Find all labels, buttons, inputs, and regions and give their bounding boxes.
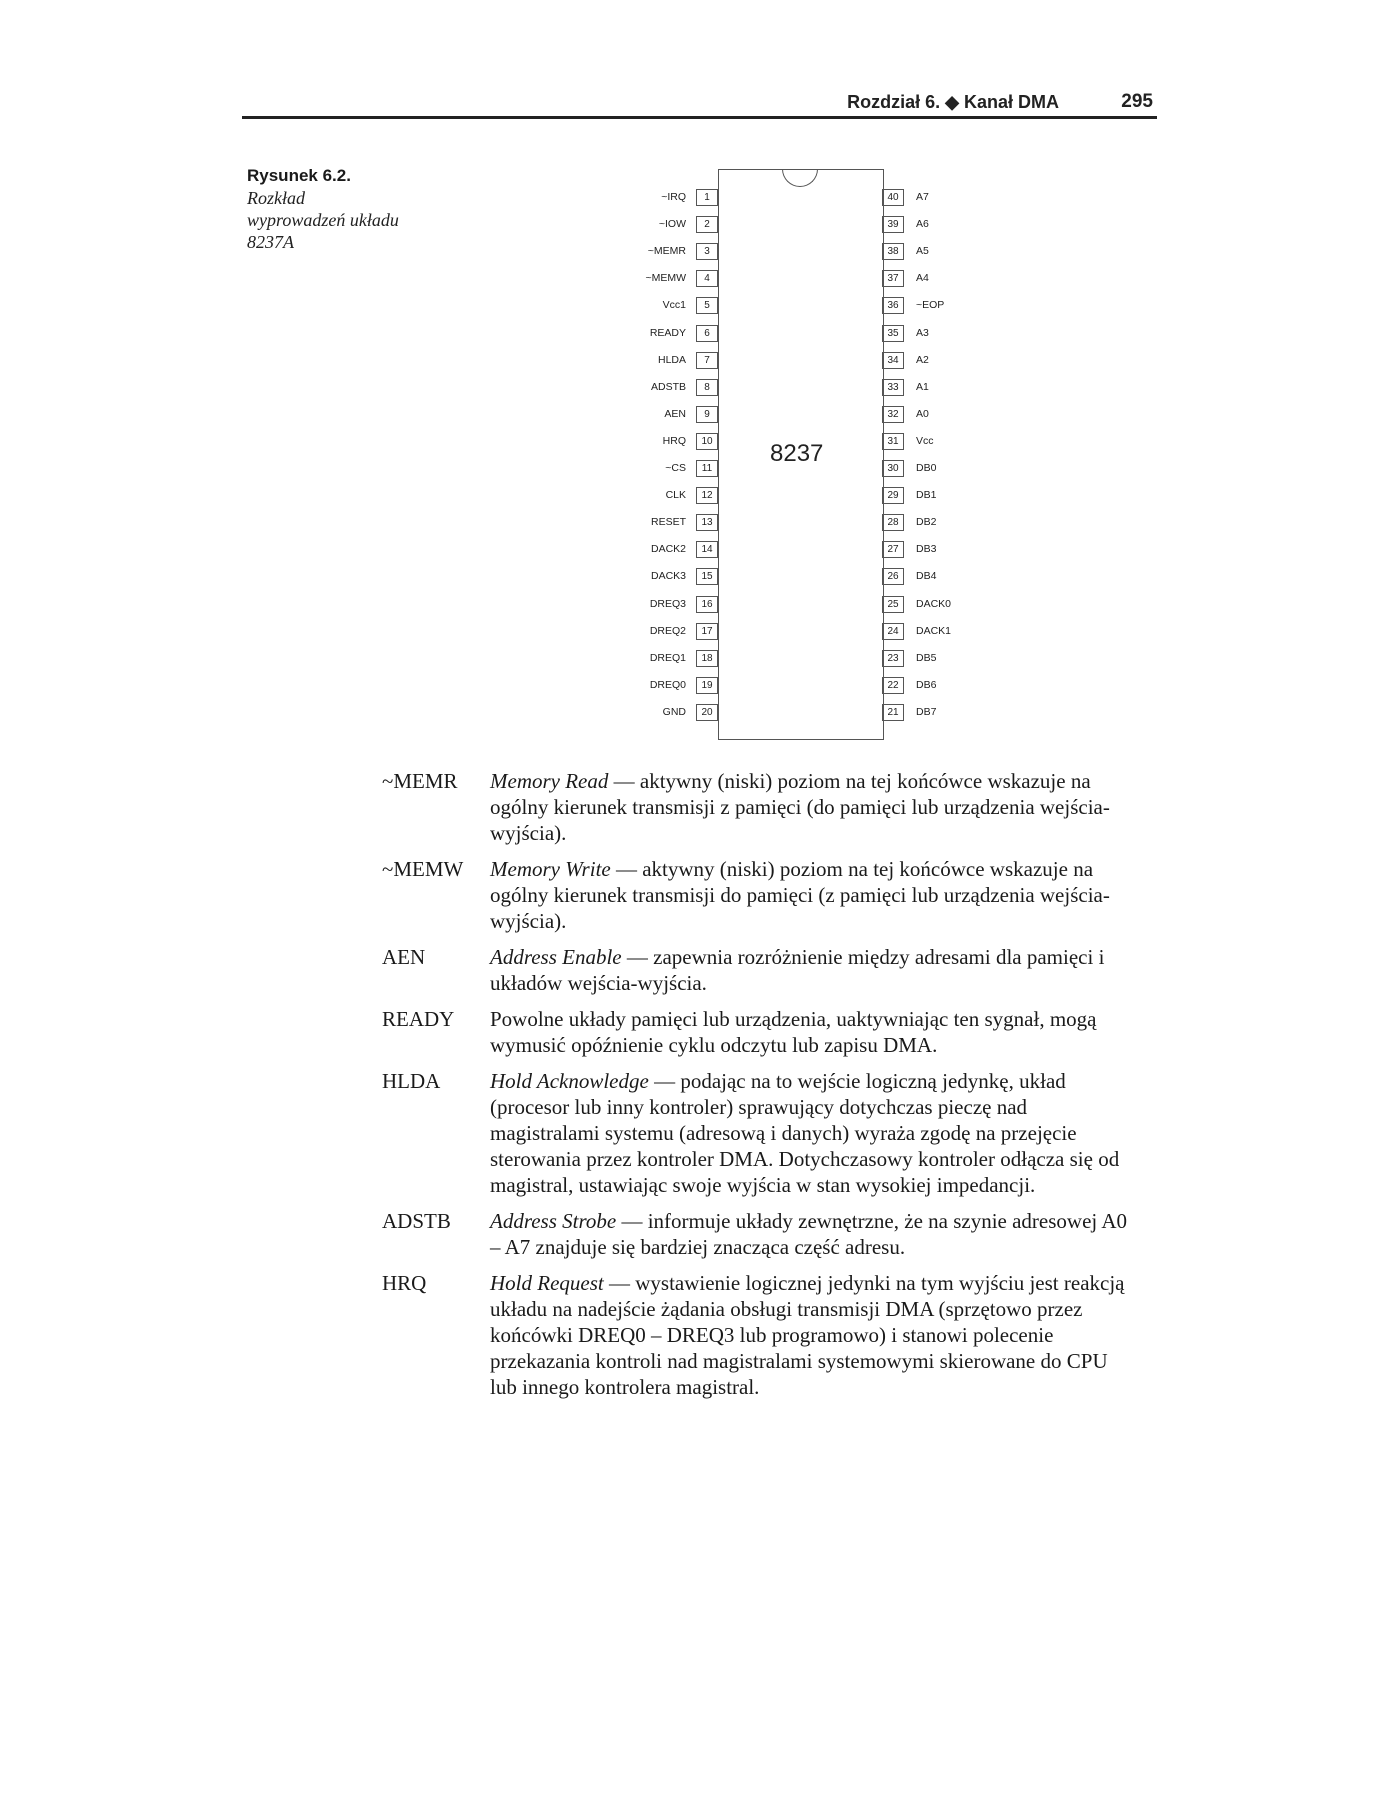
pin-number: 37 <box>882 270 904 287</box>
pin-number: 24 <box>882 623 904 640</box>
pin-number: 33 <box>882 379 904 396</box>
definition-item <box>382 1270 1142 1400</box>
definition-item <box>382 1208 1142 1260</box>
pin-label: DB6 <box>916 678 937 691</box>
definition-item <box>382 944 1142 996</box>
pin-number: 7 <box>696 352 718 369</box>
pin-number: 35 <box>882 325 904 342</box>
pin-label: GND <box>662 705 686 718</box>
pin-number: 10 <box>696 433 718 450</box>
pin-label: A6 <box>916 218 929 231</box>
pin-number: 29 <box>882 487 904 504</box>
pin-label: AEN <box>664 407 686 420</box>
pin-number: 1 <box>696 189 718 206</box>
pin-number: 20 <box>696 704 718 721</box>
pin-number: 16 <box>696 596 718 613</box>
pin-label: DB1 <box>916 489 937 502</box>
pin-label: A5 <box>916 245 929 258</box>
pin-number: 22 <box>882 677 904 694</box>
pin-number: 2 <box>696 216 718 233</box>
definition-description <box>490 856 1130 934</box>
pin-number: 4 <box>696 270 718 287</box>
definition-term: ~MEMW <box>382 857 464 881</box>
signal-full-name: Memory Read <box>490 769 609 793</box>
definition-text: — informuje układy zewnętrzne, że na szynie adresowej A0 – A7 znajduje się bardziej znacząca część adresu. <box>490 1209 1127 1259</box>
pin-label: DB3 <box>916 543 937 556</box>
figure-caption <box>247 165 407 253</box>
pin-number: 34 <box>882 352 904 369</box>
pin-number: 36 <box>882 297 904 314</box>
pin-label: A7 <box>916 191 929 203</box>
pin-number: 32 <box>882 406 904 423</box>
pin-number: 38 <box>882 243 904 260</box>
pin-number: 27 <box>882 541 904 558</box>
pin-number: 12 <box>696 487 718 504</box>
pin-number: 11 <box>696 460 718 477</box>
pin-label: Vcc1 <box>662 299 686 312</box>
definition-description <box>490 1006 1130 1058</box>
pin-number: 21 <box>882 704 904 721</box>
pin-label: READY <box>649 326 686 339</box>
page-header <box>242 88 1157 119</box>
pin-label: DB2 <box>916 516 937 529</box>
definition-term: HLDA <box>382 1069 441 1093</box>
signal-definitions <box>382 768 1142 1410</box>
pin-label: DB5 <box>916 651 937 664</box>
pin-number: 23 <box>882 650 904 667</box>
pin-label: ~CS <box>665 462 686 474</box>
definition-term: READY <box>382 1007 455 1031</box>
definition-item <box>382 1006 1142 1058</box>
definition-text: — zapewnia rozróżnienie między adresami dla pamięci i układów wejścia-wyjścia. <box>490 945 1105 995</box>
definition-description <box>490 768 1130 846</box>
definition-term: ADSTB <box>382 1209 451 1233</box>
pin-label: A0 <box>916 407 929 420</box>
definition-text: — aktywny (niski) poziom na tej końcówce wskazuje na ogólny kierunek transmisji do pamięci (z pamięci lub urządzenia wejścia-wyjścia). <box>490 857 1110 933</box>
definition-term: HRQ <box>382 1271 427 1295</box>
signal-full-name: Address Strobe <box>490 1209 617 1233</box>
chapter-title: Rozdział 6. ◆ Kanał DMA <box>847 92 1059 112</box>
pin-number: 9 <box>696 406 718 423</box>
pin-label: HLDA <box>657 353 686 366</box>
signal-full-name: Hold Acknowledge <box>490 1069 649 1093</box>
pin-label: A1 <box>916 380 929 393</box>
definition-text: — wystawienie logicznej jedynki na tym wyjściu jest reakcją układu na nadejście żądania obsługi transmisji DMA (sprzętowo przez końcówki DREQ0 – DREQ3 lub programowo) i stanowi polecenie przekazania kontroli nad magistralami systemowymi skierowane do CPU lub innego kontrolera magistral. <box>490 1271 1125 1399</box>
definition-description <box>490 1270 1130 1400</box>
definition-term: ~MEMR <box>382 769 458 793</box>
pin-number: 40 <box>882 189 904 206</box>
pin-label: ~MEMW <box>645 272 686 285</box>
signal-full-name: Address Enable <box>490 945 622 969</box>
page-number: 295 <box>1121 91 1153 112</box>
pin-label: DB7 <box>916 705 937 718</box>
figure-title: Rozkład wyprowadzeń układu 8237A <box>247 188 399 252</box>
pin-label: ~IRQ <box>661 191 686 203</box>
pin-label: DACK0 <box>916 597 952 610</box>
pin-number: 19 <box>696 677 718 694</box>
pin-number: 31 <box>882 433 904 450</box>
definition-item <box>382 1068 1142 1198</box>
pin-number: 39 <box>882 216 904 233</box>
pin-label: DREQ1 <box>649 651 686 664</box>
pin-number: 6 <box>696 325 718 342</box>
pin-label: DREQ3 <box>649 597 686 610</box>
pin-label: DB4 <box>916 570 937 583</box>
definition-item <box>382 768 1142 846</box>
pin-label: DB0 <box>916 462 937 474</box>
definition-text: Powolne układy pamięci lub urządzenia, uaktywniając ten sygnał, mogą wymusić opóźnienie cyklu odczytu lub zapisu DMA. <box>490 1007 1097 1057</box>
pin-number: 13 <box>696 514 718 531</box>
figure-label: Rysunek 6.2. <box>247 166 351 185</box>
pin-number: 25 <box>882 596 904 613</box>
pin-number: 8 <box>696 379 718 396</box>
pin-number: 14 <box>696 541 718 558</box>
signal-full-name: Memory Write <box>490 857 611 881</box>
pin-number: 5 <box>696 297 718 314</box>
pin-number: 18 <box>696 650 718 667</box>
definition-text: — aktywny (niski) poziom na tej końcówce wskazuje na ogólny kierunek transmisji z pamięci (do pamięci lub urządzenia wejścia-wyjścia). <box>490 769 1110 845</box>
pin-label: A4 <box>916 272 929 285</box>
pin-label: CLK <box>665 489 686 502</box>
pin-label: Vcc <box>916 434 934 447</box>
pin-label: ~EOP <box>916 299 945 312</box>
pin-label: ~MEMR <box>647 245 686 258</box>
pin-number: 30 <box>882 460 904 477</box>
pin-label: DREQ2 <box>649 624 686 637</box>
pin-label: ~IOW <box>658 218 686 231</box>
definition-item <box>382 856 1142 934</box>
pin-number: 17 <box>696 623 718 640</box>
chip-name: 8237 <box>770 440 824 467</box>
pin-number: 3 <box>696 243 718 260</box>
definition-description <box>490 1208 1130 1260</box>
pin-label: DREQ0 <box>649 678 686 691</box>
definition-description <box>490 1068 1130 1198</box>
pin-number: 26 <box>882 568 904 585</box>
pin-label: DACK2 <box>650 543 686 556</box>
pin-label: DACK1 <box>916 624 952 637</box>
pin-label: ADSTB <box>650 380 686 393</box>
pin-label: A2 <box>916 353 929 366</box>
pin-number: 28 <box>882 514 904 531</box>
definition-text: — podając na to wejście logiczną jedynkę, układ (procesor lub inny kontroler) sprawujący dotychczas pieczę nad magistralami systemu (adresową i danych) wyraża zgodę na przejęcie sterowania przez kontroler DMA. Dotychczasowy kontroler odłącza się od magistral, ustawiając swoje wyjścia w stan wysokiej impedancji. <box>490 1069 1120 1197</box>
pin-label: DACK3 <box>650 570 686 583</box>
pin-label: HRQ <box>662 434 686 447</box>
signal-full-name: Hold Request <box>490 1271 604 1295</box>
definition-term: AEN <box>382 945 426 969</box>
pin-label: A3 <box>916 326 929 339</box>
definition-description <box>490 944 1130 996</box>
pin-number: 15 <box>696 568 718 585</box>
pin-label: RESET <box>650 516 686 529</box>
